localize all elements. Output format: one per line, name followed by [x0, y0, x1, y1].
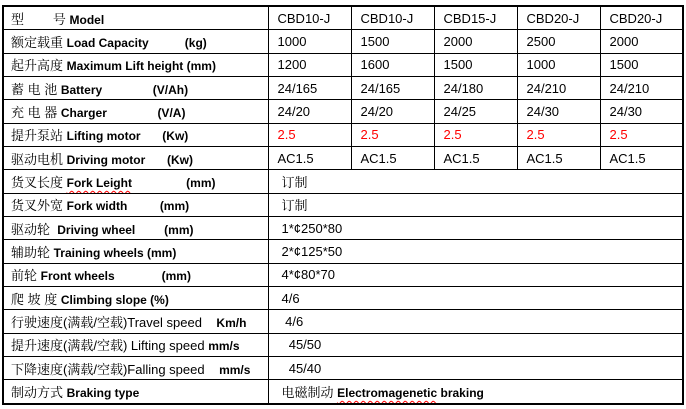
spec-row-falling-speed	[3, 357, 683, 380]
value-battery-col3: 24/180	[434, 77, 517, 100]
value-driving-motor-col1: AC1.5	[268, 147, 351, 170]
misspelled-text-segment: Electromagenetic	[337, 386, 438, 401]
bold-text-segment: mm/s	[208, 339, 240, 354]
bold-text-segment: Model	[69, 12, 105, 27]
text-segment: 爬 坡 度	[11, 291, 61, 307]
spec-row-maximum-lift-height	[3, 53, 683, 76]
value-driving-motor-col2: AC1.5	[351, 147, 434, 170]
spec-row-lifting-motor	[3, 123, 683, 146]
text-segment: 辅助轮	[11, 245, 54, 261]
text-segment: 4/6	[281, 290, 300, 306]
bold-text-segment: Fork width	[66, 199, 128, 214]
row-label-falling-speed	[3, 357, 268, 380]
row-label-lifting-speed	[3, 333, 268, 356]
bold-text-segment: mm/s	[219, 362, 251, 377]
spec-row-load-capacity	[3, 30, 683, 53]
text-segment	[132, 175, 186, 190]
value-maximum-lift-height-col2: 1600	[351, 53, 434, 76]
text-segment	[115, 268, 162, 283]
spec-row-model	[3, 6, 683, 30]
row-label-driving-wheel	[3, 217, 268, 240]
value-battery-col4: 24/210	[517, 77, 600, 100]
bold-text-segment: (mm)	[164, 222, 194, 237]
bold-text-segment: (mm)	[161, 269, 191, 284]
merged-value-fork-width	[268, 193, 683, 216]
value-driving-motor-col5: AC1.5	[600, 147, 683, 170]
bold-text-segment: (V/A)	[157, 106, 186, 121]
row-label-fork-length	[3, 170, 268, 193]
value-lifting-motor-col2: 2.5	[351, 123, 434, 146]
bold-text-segment: Load Capacity	[66, 36, 149, 51]
row-label-lifting-motor	[3, 123, 268, 146]
spec-row-climbing-slope	[3, 287, 683, 310]
value-load-capacity-col5: 2000	[600, 30, 683, 53]
value-charger-col4: 24/30	[517, 100, 600, 123]
value-maximum-lift-height-col5: 1500	[600, 53, 683, 76]
merged-value-travel-speed	[268, 310, 683, 333]
text-segment: 45/50	[281, 337, 322, 353]
spec-row-fork-length	[3, 170, 683, 193]
merged-value-front-wheels	[268, 263, 683, 286]
value-model-col3: CBD15-J	[434, 6, 517, 30]
value-load-capacity-col3: 2000	[434, 30, 517, 53]
text-segment: 电磁制动	[281, 385, 338, 401]
spec-row-driving-motor	[3, 147, 683, 170]
row-label-load-capacity	[3, 30, 268, 53]
text-segment: 货叉长度	[11, 175, 67, 191]
text-segment	[102, 82, 153, 97]
bold-text-segment: Training wheels (mm)	[53, 246, 177, 261]
value-battery-col1: 24/165	[268, 77, 351, 100]
value-charger-col2: 24/20	[351, 100, 434, 123]
bold-text-segment: (Kw)	[162, 129, 189, 144]
merged-value-driving-wheel	[268, 217, 683, 240]
text-segment	[149, 35, 185, 50]
text-segment	[141, 128, 163, 143]
spec-row-fork-width	[3, 193, 683, 216]
bold-text-segment: (kg)	[184, 36, 207, 51]
bold-text-segment: (mm)	[186, 176, 216, 191]
merged-value-braking-type	[268, 380, 683, 404]
bold-text-segment: Driving motor	[66, 152, 146, 167]
row-label-climbing-slope	[3, 287, 268, 310]
text-segment: 4*¢80*70	[281, 267, 335, 283]
value-maximum-lift-height-col1: 1200	[268, 53, 351, 76]
value-model-col1: CBD10-J	[268, 6, 351, 30]
spec-table-body	[3, 6, 683, 404]
value-model-col4: CBD20-J	[517, 6, 600, 30]
bold-text-segment: (Kw)	[166, 152, 193, 167]
text-segment: 订制	[281, 198, 308, 214]
spec-row-training-wheels	[3, 240, 683, 263]
text-segment: 4/6	[281, 314, 304, 330]
text-segment: 制动方式	[11, 385, 67, 401]
bold-text-segment: Driving wheel	[57, 222, 136, 237]
value-model-col5: CBD20-J	[600, 6, 683, 30]
text-segment: 提升速度(满载/空载) Lifting speed	[11, 338, 209, 354]
bold-text-segment: (mm)	[159, 199, 190, 214]
spec-row-charger	[3, 100, 683, 123]
value-lifting-motor-col4: 2.5	[517, 123, 600, 146]
spec-row-travel-speed	[3, 310, 683, 333]
text-segment: 蓄 电 池	[11, 81, 61, 97]
text-segment: 下降速度(满载/空载)Falling speed	[11, 361, 205, 377]
bold-text-segment: Charger	[60, 106, 107, 121]
row-label-travel-speed	[3, 310, 268, 333]
value-lifting-motor-col3: 2.5	[434, 123, 517, 146]
value-load-capacity-col1: 1000	[268, 30, 351, 53]
bold-text-segment: Battery	[60, 82, 103, 97]
bold-text-segment: Climbing slope (%)	[60, 292, 169, 307]
spec-row-battery	[3, 77, 683, 100]
row-label-training-wheels	[3, 240, 268, 263]
value-model-col2: CBD10-J	[351, 6, 434, 30]
text-segment: 行驶速度(满载/空载)Travel speed	[11, 315, 202, 331]
text-segment: 驱动电机	[11, 151, 67, 167]
row-label-charger	[3, 100, 268, 123]
bold-text-segment: (V/Ah)	[152, 82, 189, 97]
misspelled-text-segment: Fork Leight	[66, 176, 132, 191]
text-segment	[127, 198, 160, 213]
spec-row-driving-wheel	[3, 217, 683, 240]
merged-value-climbing-slope	[268, 287, 683, 310]
value-charger-col1: 24/20	[268, 100, 351, 123]
text-segment: 货叉外宽	[11, 198, 67, 214]
text-segment: 前轮	[11, 268, 41, 284]
row-label-braking-type	[3, 380, 268, 404]
merged-value-falling-speed	[268, 357, 683, 380]
text-segment: 2*¢125*50	[281, 244, 343, 260]
row-label-fork-width	[3, 193, 268, 216]
merged-value-lifting-speed	[268, 333, 683, 356]
spec-row-lifting-speed	[3, 333, 683, 356]
value-maximum-lift-height-col4: 1000	[517, 53, 600, 76]
value-load-capacity-col2: 1500	[351, 30, 434, 53]
row-label-maximum-lift-height	[3, 53, 268, 76]
row-label-model	[3, 6, 268, 30]
text-segment: 起升高度	[11, 58, 67, 74]
text-segment	[145, 152, 167, 167]
text-segment: 驱动轮	[11, 221, 58, 237]
text-segment: 45/40	[281, 360, 322, 376]
value-driving-motor-col3: AC1.5	[434, 147, 517, 170]
bold-text-segment: Front wheels	[40, 269, 115, 284]
value-maximum-lift-height-col3: 1500	[434, 53, 517, 76]
text-segment: 提升泵站	[11, 128, 67, 144]
bold-text-segment: Braking type	[66, 386, 140, 401]
value-battery-col2: 24/165	[351, 77, 434, 100]
text-segment	[135, 222, 164, 237]
bold-text-segment: Km/h	[216, 316, 247, 331]
value-battery-col5: 24/210	[600, 77, 683, 100]
bold-text-segment: braking	[437, 386, 484, 401]
text-segment: 型 号	[11, 11, 70, 27]
row-label-battery	[3, 77, 268, 100]
spec-row-braking-type	[3, 380, 683, 404]
spec-row-front-wheels	[3, 263, 683, 286]
text-segment: 充 电 器	[11, 105, 61, 121]
text-segment	[107, 105, 158, 120]
value-lifting-motor-col1: 2.5	[268, 123, 351, 146]
text-segment	[205, 362, 219, 377]
value-lifting-motor-col5: 2.5	[600, 123, 683, 146]
text-segment: 额定载重	[11, 35, 67, 51]
text-segment: 订制	[281, 175, 308, 191]
bold-text-segment: Maximum Lift height (mm)	[66, 59, 216, 74]
text-segment	[202, 315, 216, 330]
row-label-driving-motor	[3, 147, 268, 170]
bold-text-segment: Lifting motor	[66, 129, 141, 144]
forklift-spec-table	[2, 5, 684, 405]
row-label-front-wheels	[3, 263, 268, 286]
text-segment: 1*¢250*80	[281, 220, 343, 236]
merged-value-training-wheels	[268, 240, 683, 263]
value-load-capacity-col4: 2500	[517, 30, 600, 53]
value-charger-col3: 24/25	[434, 100, 517, 123]
merged-value-fork-length	[268, 170, 683, 193]
value-driving-motor-col4: AC1.5	[517, 147, 600, 170]
value-charger-col5: 24/30	[600, 100, 683, 123]
